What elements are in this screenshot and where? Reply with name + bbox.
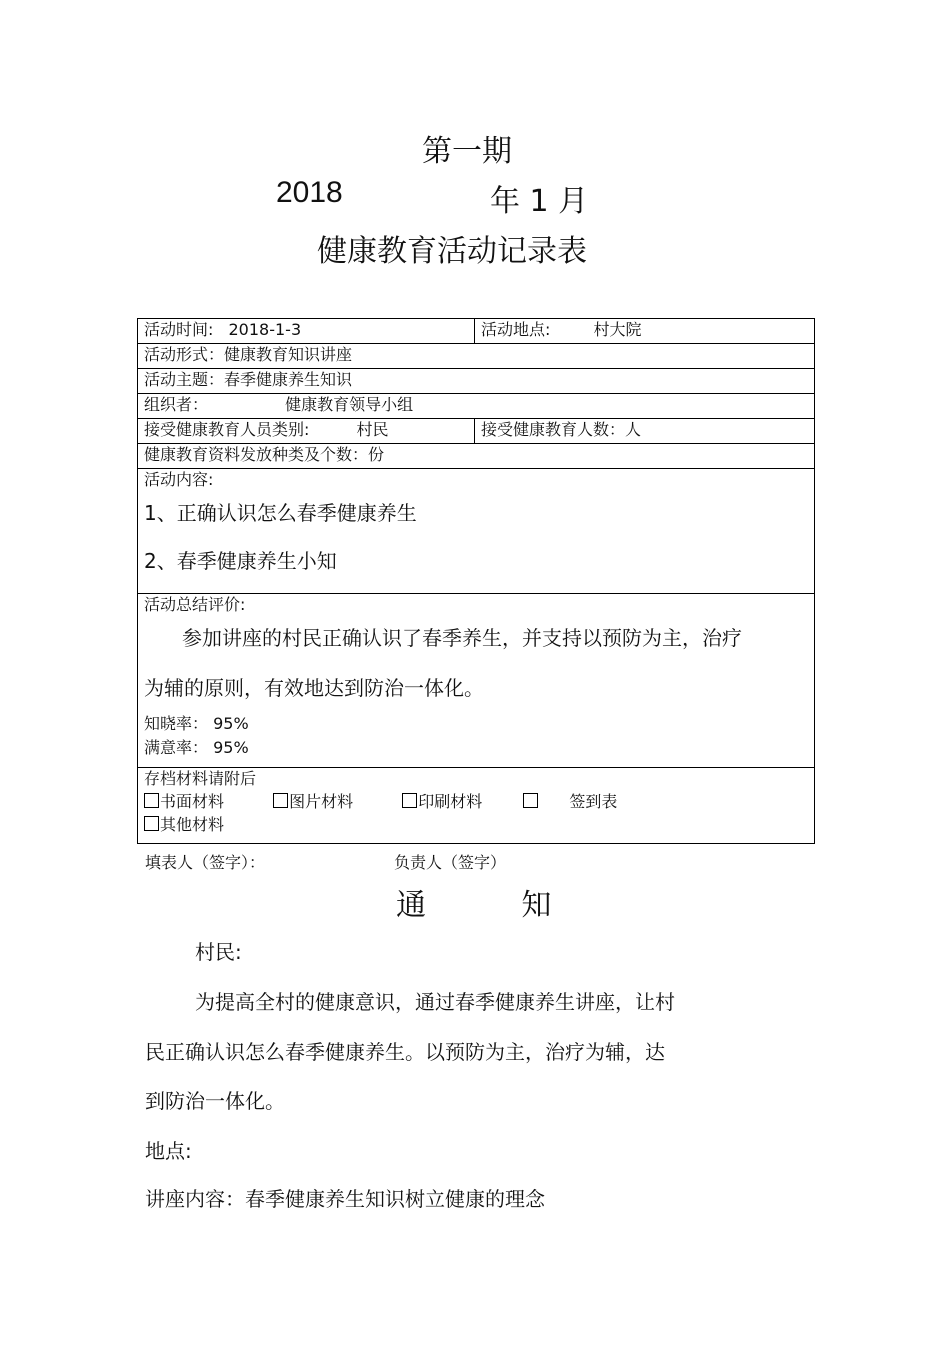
audience-value: 村民: [356, 420, 389, 439]
checkbox-icon: [144, 793, 159, 808]
organizer-value: 健康教育领导小组: [285, 395, 414, 414]
time-value: 2018-1-3: [228, 320, 302, 339]
checkbox-icon: [273, 793, 288, 808]
notice-title: 通 知: [396, 888, 552, 923]
notice-body-line-3: 到防治一体化。: [145, 1089, 285, 1113]
archive-options-row: [144, 792, 808, 811]
summary-line-1: 参加讲座的村民正确认识了春季养生，并支持以预防为主，治疗: [182, 626, 742, 651]
audience-count: 接受健康教育人数：人: [475, 419, 815, 444]
notice-place: 地点:: [145, 1139, 192, 1163]
filler-signature: 填表人（签字）：: [145, 853, 266, 872]
cell-content: [138, 469, 815, 594]
notice-content: 讲座内容：春季健康养生知识树立健康的理念: [145, 1187, 545, 1211]
month: 年 1 月: [490, 184, 589, 219]
cell-archive: [138, 768, 815, 844]
satisfaction-rate: 满意率： 95%: [144, 738, 249, 758]
responsible-signature: 负责人（签字）: [394, 853, 507, 872]
cell-place: [475, 319, 815, 344]
place-label: 活动地点:: [481, 320, 551, 339]
content-item-1: 1、正确认识怎么春季健康养生: [144, 501, 417, 526]
archive-option-signin[interactable]: 签到表: [523, 792, 617, 811]
notice-body-line-2: 民正确认识怎么春季健康养生。以预防为主，治疗为辅，达: [145, 1040, 665, 1064]
archive-option-printed[interactable]: 印刷材料: [402, 792, 482, 811]
cell-time: [138, 319, 475, 344]
summary-line-2: 为辅的原则，有效地达到防治一体化。: [144, 676, 484, 701]
checkbox-icon: [523, 793, 538, 808]
materials-distributed: 健康教育资料发放种类及个数：份: [138, 444, 815, 469]
activity-record-table: [137, 318, 815, 844]
audience-label: 接受健康教育人员类别:: [144, 420, 310, 439]
year: 2018: [276, 176, 343, 209]
summary-label: 活动总结评价:: [144, 595, 246, 614]
time-label: 活动时间:: [144, 320, 214, 339]
activity-topic: 活动主题：春季健康养生知识: [138, 369, 815, 394]
archive-label: 存档材料请附后: [144, 769, 257, 788]
checkbox-icon: [144, 816, 159, 831]
record-table-title: 健康教育活动记录表: [317, 234, 587, 269]
place-value: 村大院: [593, 320, 642, 339]
content-item-2: 2、春季健康养生小知: [144, 549, 337, 574]
issue-title: 第一期: [422, 134, 512, 169]
cell-audience: [138, 419, 475, 444]
cell-organizer: [138, 394, 815, 419]
cell-summary: [138, 594, 815, 768]
checkbox-icon: [402, 793, 417, 808]
activity-format: 活动形式：健康教育知识讲座: [138, 344, 815, 369]
content-label: 活动内容:: [144, 470, 214, 489]
notice-greeting: 村民:: [195, 940, 242, 964]
archive-option-other[interactable]: 其他材料: [144, 815, 808, 834]
awareness-rate: 知晓率： 95%: [144, 714, 249, 734]
row-time-place: [138, 319, 815, 344]
organizer-label: 组织者：: [144, 395, 209, 414]
archive-option-pictures[interactable]: 图片材料: [273, 792, 353, 811]
notice-body-line-1: 为提高全村的健康意识，通过春季健康养生讲座，让村: [195, 990, 675, 1014]
archive-option-written[interactable]: 书面材料: [144, 792, 224, 811]
